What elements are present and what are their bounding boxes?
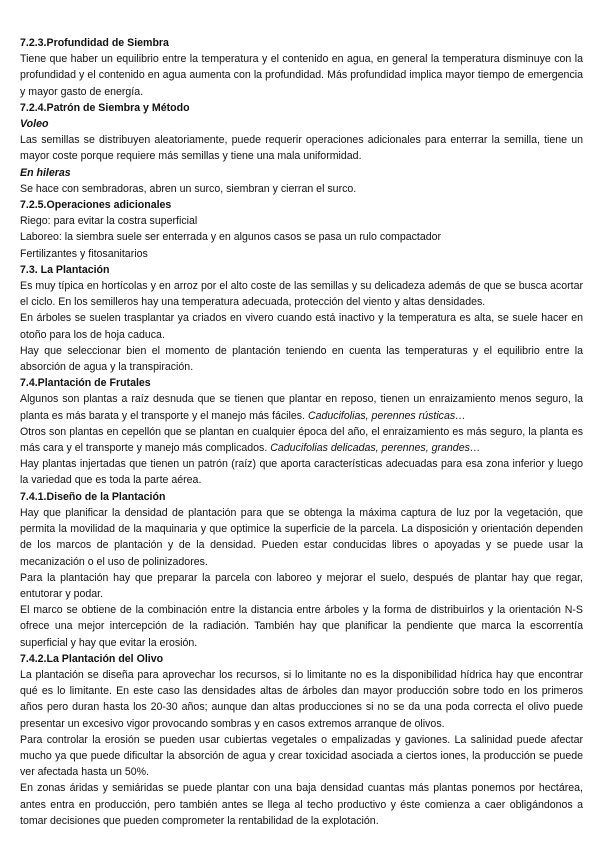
- paragraph: Hay que seleccionar bien el momento de plantación teniendo en cuenta las temperaturas y el equilibrio entre la absorción de agua y la transpiración.: [20, 344, 583, 374]
- document-page: [20, 35, 583, 829]
- heading-7-2-4: 7.2.4.Patrón de Siembra y Método: [20, 101, 190, 114]
- paragraph: Para controlar la erosión se pueden usar cubiertas vegetales o empalizadas y gaviones. La salinidad puede afectar mucho ya que puede dificultar la absorción de agua y crear toxicidad asociada a ciertos iones, la producción se puede ver afectada hasta un 50%.: [20, 733, 583, 779]
- paragraph-fertilizantes: Fertilizantes y fitosanitarios: [20, 247, 148, 260]
- paragraph: Se hace con sembradoras, abren un surco, siembran y cierran el surco.: [20, 182, 357, 195]
- heading-7-3: 7.3. La Plantación: [20, 263, 110, 276]
- paragraph: El marco se obtiene de la combinación entre la distancia entre árboles y la forma de distribuirlos y la orientación N-S ofrece una mejor intercepción de la radiación. También hay que planificar la pendiente que marca la escorrentía superficial y hay que evitar la erosión.: [20, 604, 583, 649]
- heading-7-4-1: 7.4.1.Diseño de la Plantación: [20, 490, 166, 503]
- heading-7-2-3: 7.2.3.Profundidad de Siembra: [20, 37, 169, 49]
- paragraph: [20, 424, 583, 456]
- paragraph: Hay plantas injertadas que tienen un patrón (raíz) que aporta características adecuadas para esa zona inferior y luego la variedad que es toda la parte aérea.: [20, 458, 583, 487]
- italic-examples: Caducifolias delicadas, perennes, grandes…: [270, 442, 481, 455]
- paragraph-text: Otros son plantas en cepellón que se plantan en cualquier época del año, el enraizamiento es más seguro, la planta es más cara y el transporte y manejo más complicados.: [20, 425, 583, 455]
- paragraph: Hay que planificar la densidad de plantación para que se obtenga la máxima captura de luz por la vegetación, que permita la movilidad de la maquinaria y que optimice la superficie de la parcela. La disposición y orientación dependen de los marcos de plantación y de la densidad. Pueden estar conducidas libres o apoyadas y se puede usar la mecanización o el uso de polinizadores.: [20, 506, 583, 568]
- heading-7-2-5: 7.2.5.Operaciones adicionales: [20, 199, 172, 212]
- heading-7-4: 7.4.Plantación de Frutales: [20, 377, 151, 390]
- paragraph-laboreo: Laboreo: la siembra suele ser enterrada y en algunos casos se pasa un rulo compactador: [20, 231, 442, 244]
- heading-7-4-2: 7.4.2.La Plantación del Olivo: [20, 652, 164, 665]
- subheading-voleo: Voleo: [20, 118, 49, 131]
- paragraph: Tiene que haber un equilibrio entre la temperatura y el contenido en agua, en general la temperatura disminuye con la profundidad y el contenido en agua aumenta con la profundidad. Más profundidad implica mayor tiempo de emergencia y mayor gasto de energía.: [20, 53, 583, 98]
- paragraph: Es muy típica en hortícolas y en arroz por el alto coste de las semillas y su delicadeza además de que se busca acortar el ciclo. En los semilleros hay una temperatura adecuada, protección del viento y altas densidades.: [20, 280, 583, 309]
- paragraph-riego: Riego: para evitar la costra superficial: [20, 215, 198, 228]
- paragraph: En zonas áridas y semiáridas se puede plantar con una baja densidad cuantas más plantas ponemos por hectárea, antes entra en producción, pero también antes se llega al techo productivo y éste comienza a caer obligándonos a tomar decisiones que pueden comprometer la rentabilidad de la explotación.: [20, 782, 583, 827]
- paragraph: [20, 391, 583, 423]
- paragraph-text: Algunos son plantas a raíz desnuda que se tienen que plantar en reposo, tienen un enraizamiento menos seguro, la planta es más barata y el transporte y el manejo más fáciles.: [20, 393, 583, 422]
- paragraph: Para la plantación hay que preparar la parcela con laboreo y mejorar el suelo, después de plantar hay que regar, entutorar y podar.: [20, 571, 583, 600]
- paragraph: La plantación se diseña para aprovechar los recursos, si lo limitante no es la disponibilidad hídrica hay que encontrar qué es lo limitante. En este caso las densidades altas de árboles dan mayor producción sobre todo en los primeros años pero duran hasta los 20-30 años; aunque dan altas producciones si no se da una poda correcta el olivo puede presentar un excesivo vigor provocando sombras y en casos extremos arranque de olivos.: [20, 668, 583, 730]
- italic-examples: Caducifolias, perennes rústicas…: [307, 409, 466, 422]
- subheading-en-hileras: En hileras: [20, 166, 71, 179]
- paragraph: Las semillas se distribuyen aleatoriamente, puede requerir operaciones adicionales para enterrar la semilla, tiene un mayor coste porque requiere más semillas y tiene una mala uniformidad.: [20, 134, 583, 163]
- paragraph: En árboles se suelen trasplantar ya criados en vivero cuando está inactivo y la temperatura es alta, se suele hacer en otoño para los de hoja caduca.: [20, 312, 583, 341]
